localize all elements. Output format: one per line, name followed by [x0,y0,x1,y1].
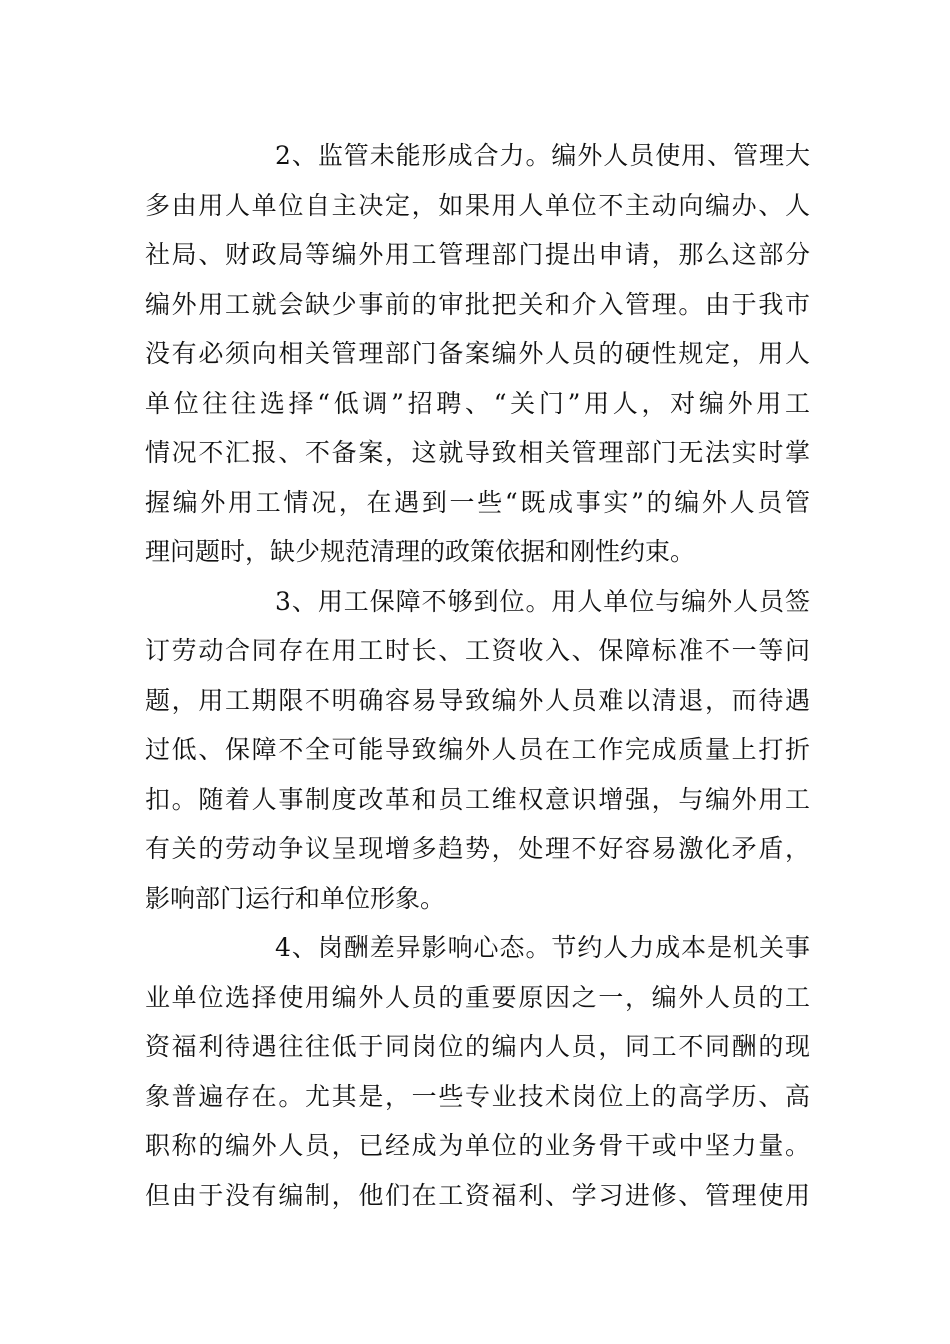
paragraph-line: 过低、保障不全可能导致编外人员在工作完成质量上打折 [145,735,810,764]
paragraph-line: 订劳动合同存在用工时长、工资收入、保障标准不一等问 [145,636,810,665]
paragraph-line: 没有必须向相关管理部门备案编外人员的硬性规定，用人 [145,339,810,368]
paragraph-line: 理问题时，缺少规范清理的政策依据和刚性约束。 [145,537,696,566]
paragraph-4 [145,923,810,1220]
paragraph-line: 职称的编外人员，已经成为单位的业务骨干或中坚力量。 [145,1131,810,1160]
paragraph-line: 有关的劳动争议呈现增多趋势，处理不好容易激化矛盾， [145,834,810,863]
paragraph-line: 扣。随着人事制度改革和员工维权意识增强，与编外用工 [145,784,810,814]
paragraph-line: 资福利待遇往往低于同岗位的编内人员，同工不同酬的现 [145,1032,810,1061]
paragraph-line: 4、岗酬差异影响心态。节约人力成本是机关事 [275,933,810,962]
paragraph-2 [145,131,810,577]
document-body [145,131,810,1220]
paragraph-line: 多由用人单位自主决定，如果用人单位不主动向编办、人 [145,190,810,220]
paragraph-line: 单位往往选择“低调”招聘、“关门”用人，对编外用工 [145,388,810,418]
paragraph-line: 3、用工保障不够到位。用人单位与编外人员签 [275,586,810,616]
paragraph-line: 影响部门运行和单位形象。 [145,883,446,913]
paragraph-line: 社局、财政局等编外用工管理部门提出申请，那么这部分 [145,240,810,269]
paragraph-3 [145,577,810,924]
paragraph-line: 编外用工就会缺少事前的审批把关和介入管理。由于我市 [145,289,810,319]
paragraph-line: 但由于没有编制，他们在工资福利、学习进修、管理使用 [145,1180,810,1210]
paragraph-line: 象普遍存在。尤其是，一些专业技术岗位上的高学历、高 [145,1081,810,1111]
paragraph-line: 题，用工期限不明确容易导致编外人员难以清退，而待遇 [145,685,810,715]
paragraph-line: 情况不汇报、不备案，这就导致相关管理部门无法实时掌 [145,438,810,467]
paragraph-line: 握编外用工情况，在遇到一些“既成事实”的编外人员管 [145,487,810,517]
paragraph-line: 2、监管未能形成合力。编外人员使用、管理大 [275,141,810,170]
paragraph-line: 业单位选择使用编外人员的重要原因之一，编外人员的工 [145,982,810,1012]
